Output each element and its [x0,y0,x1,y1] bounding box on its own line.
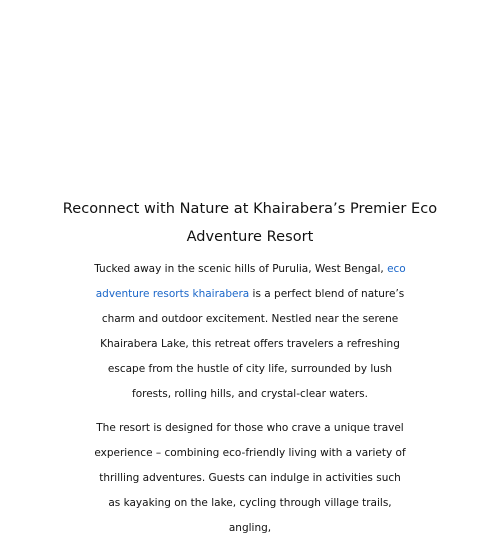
intro-text-after-link: is a perfect blend of nature’s charm and outdoor excitement. Nestled near the serene Khairabera Lake, this retreat offers travelers a refreshing escape from the hustle of city life, surrounded by lush forests, rolling hills, and crystal-clear waters. [100,288,405,400]
eco-adventure-resorts-link[interactable]: eco adventure resorts khairabera [95,263,406,300]
intro-text-before-link: Tucked away in the scenic hills of Purulia, West Bengal, [94,263,388,275]
article-title: Reconnect with Nature at Khairabera’s Premier Eco Adventure Resort [62,201,438,245]
resort-description-paragraph: The resort is designed for those who crave a unique travel experience – combining eco-friendly living with a variety of thrilling adventures. Guests can indulge in activities such as kayaking on the lake, cycling through village trails, angling, [94,422,406,534]
intro-paragraph [94,257,406,407]
article [0,195,500,541]
